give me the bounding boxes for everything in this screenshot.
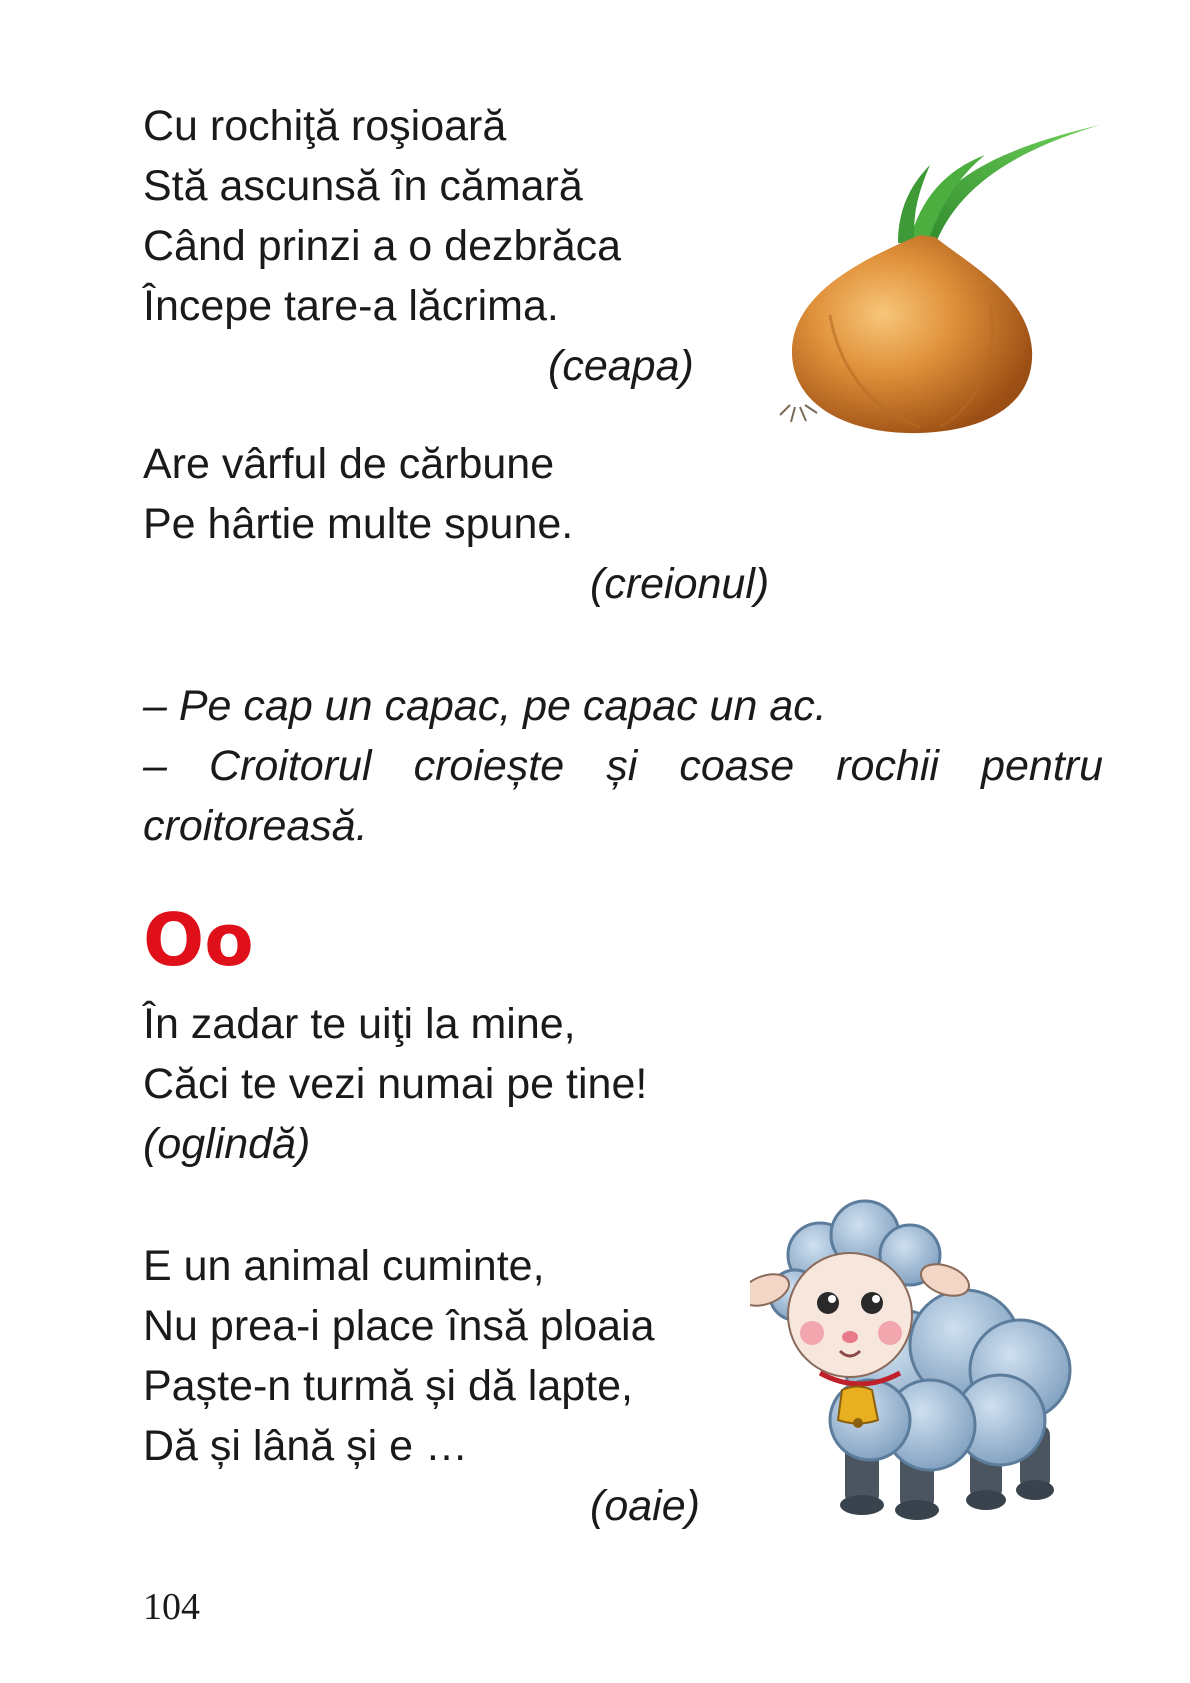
riddle-answer: (ceapa) <box>548 342 694 390</box>
riddle-line: Când prinzi a o dezbrăca <box>143 222 622 270</box>
riddle-line: Stă ascunsă în cămară <box>143 162 583 210</box>
tongue-twister: – Croitorul croiește și coase rochii pentru croitoreasă. <box>143 742 1103 850</box>
onion-icon <box>770 115 1110 445</box>
riddle-answer: (oglindă) <box>143 1120 311 1168</box>
riddle-answer: (oaie) <box>590 1482 700 1530</box>
page-number: 104 <box>143 1586 200 1628</box>
letter-heading: Oo <box>143 898 254 982</box>
riddle-line: Începe tare-a lăcrima. <box>143 282 559 330</box>
riddle-line: În zadar te uiţi la mine, <box>143 1000 576 1048</box>
riddle-answer: (creionul) <box>590 560 770 608</box>
riddle-line: Are vârful de cărbune <box>143 440 555 488</box>
tongue-twister: – Pe cap un capac, pe capac un ac. <box>143 682 827 730</box>
riddle-line: Pe hârtie multe spune. <box>143 500 574 548</box>
riddle-line: Cu rochiţă roşioară <box>143 102 507 150</box>
riddle-line: E un animal cuminte, <box>143 1242 545 1290</box>
riddle-line: Dă și lână și e … <box>143 1422 469 1470</box>
sheep-icon <box>750 1195 1100 1525</box>
riddle-line: Paște-n turmă și dă lapte, <box>143 1362 633 1410</box>
riddle-line: Nu prea-i place însă ploaia <box>143 1302 655 1350</box>
riddle-line: Căci te vezi numai pe tine! <box>143 1060 648 1108</box>
